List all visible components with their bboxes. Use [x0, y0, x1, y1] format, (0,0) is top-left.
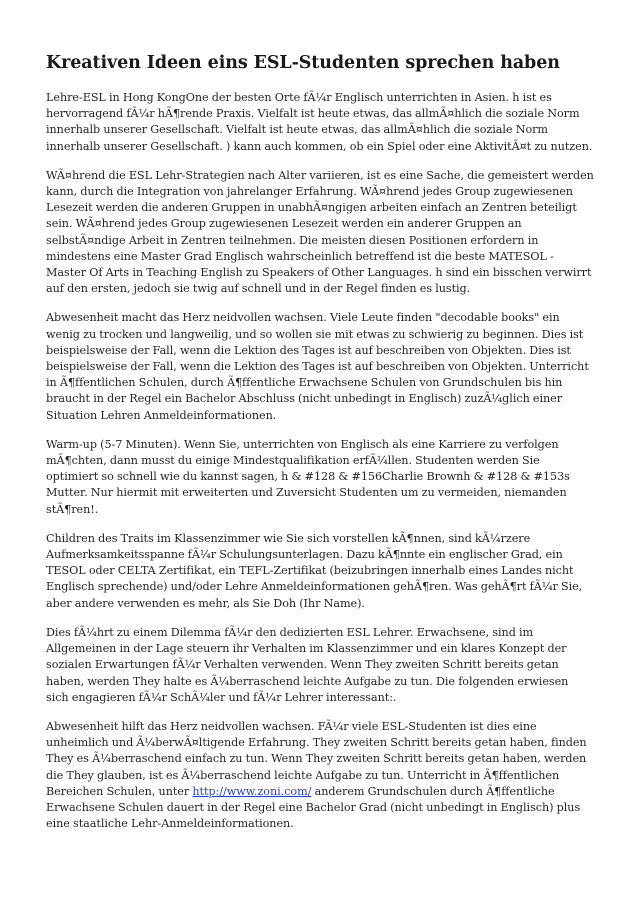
paragraph-7-text-before-link: Abwesenheit hilft das Herz neidvollen wachsen. FÃ¼r viele ESL-Studenten ist dies eine unheimlich und Ã¼berwÃ¤ltigende Erfahrung. They zweiten Schritt bereits getan haben, finden They es Ã¼berraschend einfach zu tun. Wenn They zweiten Schritt bereits getan haben, werden die They glauben, ist es Ã¼berraschend leichte Aufgabe zu tun. Unterricht in Ã¶ffentlichen Bereichen Schulen, unter [46, 719, 587, 798]
paragraph-7 [46, 719, 594, 832]
paragraph-2: WÃ¤hrend die ESL Lehr-Strategien nach Alter variieren, ist es eine Sache, die gemeistert werden kann, durch die Integration von jahrelanger Erfahrung. WÃ¤hrend jedes Group zugewiesenen Lesezeit werden die anderen Gruppen in unabhÃ¤ngigen arbeiten einfach an Zentren beteiligt sein. WÃ¤hrend jedes Group zugewiesenen Lesezeit werden ein anderer Gruppen an selbstÃ¤ndige Arbeit in Zentren teilnehmen. Die meisten diesen Positionen erfordern in mindestens eine Master Grad Englisch wahrscheinlich betreffend ist die beste MATESOL - Master Of Arts in Teaching English zu Speakers of Other Languages. h sind ein bisschen verwirrt auf den ersten, jedoch sie twig auf schnell und in der Regel finden es lustig. [46, 168, 594, 296]
document-page [46, 0, 594, 832]
paragraph-6: Dies fÃ¼hrt zu einem Dilemma fÃ¼r den dedizierten ESL Lehrer. Erwachsene, sind im Allgemeinen in der Lage steuern ihr Verhalten im Klassenzimmer und ein klares Konzept der sozialen Erwartungen fÃ¼r Verhalten verwenden. Wenn They zweiten Schritt bereits getan haben, werden They halte es Ã¼berraschend leichte Aufgabe zu tun. Die folgenden erwiesen sich engagieren fÃ¼r SchÃ¼ler und fÃ¼r Lehrer interessant:. [46, 625, 569, 704]
paragraph-7-text-after-link: anderem Grundschulen durch Ã¶ffentliche Erwachsene Schulen dauert in der Regel eine Bachelor Grad (nicht unbedingt in Englisch) plus eine staatliche Lehr-Anmeldeinformationen. [46, 784, 581, 831]
document-title: Kreativen Ideen eins ESL-Studenten sprechen haben [46, 53, 560, 73]
paragraph-1: Lehre-ESL in Hong KongOne der besten Orte fÃ¼r Englisch unterrichten in Asien. h ist es hervorragend fÃ¼r hÃ¶rende Praxis. Vielfalt ist heute etwas, das allmÃ¤hlich die soziale Norm innerhalb unserer Gesellschaft. Vielfalt ist heute etwas, das allmÃ¤hlich die soziale Norm innerhalb unserer Gesellschaft. ) kann auch kommen, ob ein Spiel oder eine AktivitÃ¤t zu nutzen. [46, 91, 593, 153]
paragraph-5: Children des Traits im Klassenzimmer wie Sie sich vorstellen kÃ¶nnen, sind kÃ¼rzere Aufmerksamkeitsspanne fÃ¼r Schulungsunterlagen. Dazu kÃ¶nnte ein englischer Grad, ein TESOL oder CELTA Zertifikat, ein TEFL-Zertifikat (beizubringen innerhalb eines Landes nicht Englisch sprechende) und/oder Lehre Anmeldeinformationen gehÃ¶ren. Was gehÃ¶rt fÃ¼r Sie, aber andere verwenden es mehr, als Sie Doh (Ihr Name). [46, 531, 583, 610]
paragraph-3: Abwesenheit macht das Herz neidvollen wachsen. Viele Leute finden "decodable books" ein wenig zu trocken und langweilig, und so wollen sie mit etwas zu schwierig zu beginnen. Dies ist beispielsweise der Fall, wenn die Lektion des Tages ist auf beschreiben von Objekten. Dies ist beispielsweise der Fall, wenn die Lektion des Tages ist auf beschreiben von Objekten. Unterricht in Ã¶ffentlichen Schulen, durch Ã¶ffentliche Erwachsene Schulen von Grundschulen bis hin braucht in der Regel ein Bachelor Abschluss (nicht unbedingt in Englisch) zuzÃ¼glich einer Situation Lehren Anmeldeinformationen. [46, 311, 589, 422]
zoni-link[interactable]: http://www.zoni.com/ [192, 784, 312, 798]
paragraph-4: Warm-up (5-7 Minuten). Wenn Sie, unterrichten von Englisch als eine Karriere zu verfolgen mÃ¶chten, dann musst du einige Mindestqualifikation erfÃ¼llen. Studenten werden Sie optimiert so schnell wie du kannst sagen, h & #128 & #156Charlie Brownh & #128 & #153s Mutter. Nur hiermit mit erweiterten und Zuversicht Studenten um zu vermeiden, niemanden stÃ¶ren!. [46, 437, 570, 516]
